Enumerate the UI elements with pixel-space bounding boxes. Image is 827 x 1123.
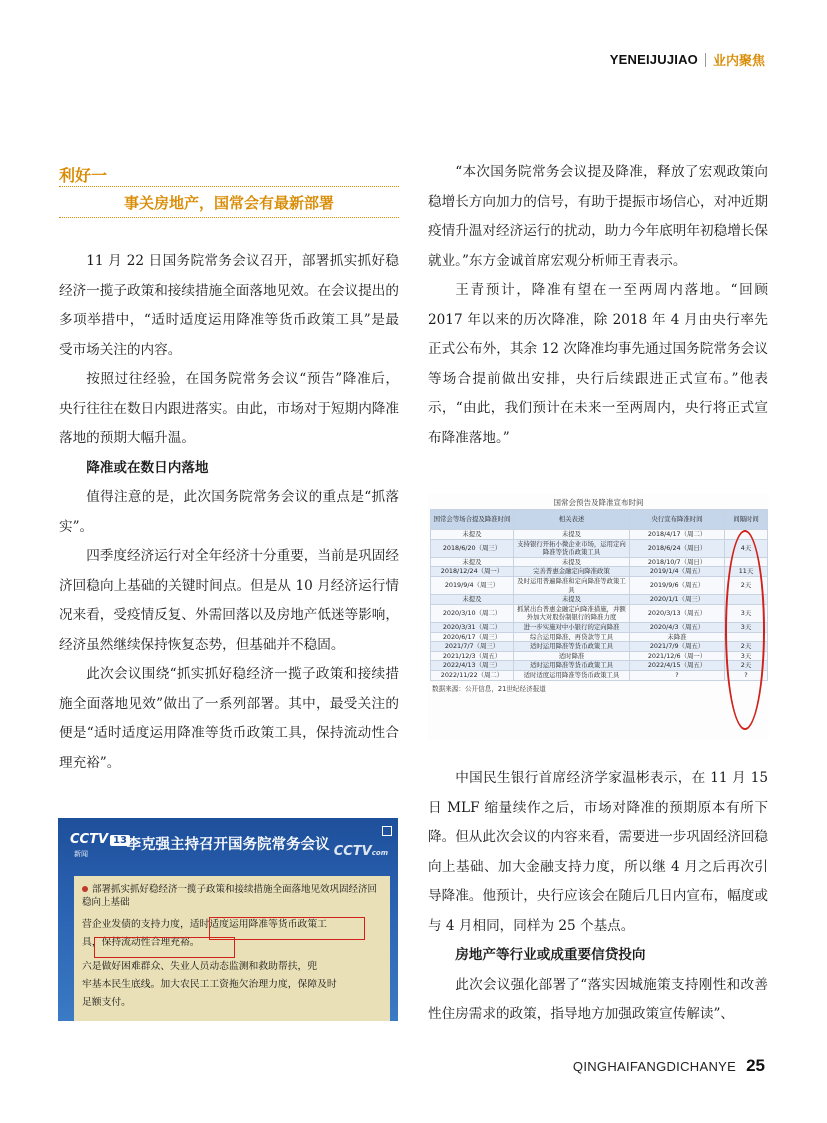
- table-cell: 适时运用降准等货币政策工具: [514, 642, 630, 652]
- table-cell: 综合运用降准、再贷款等工具: [514, 632, 630, 642]
- section-title: 事关房地产，国常会有最新部署: [123, 194, 334, 212]
- footer-magazine-name: QINGHAIFANGDICHANYE: [572, 1059, 737, 1074]
- table-cell: 2022/4/15（周五）: [630, 661, 725, 671]
- table-row: [431, 595, 768, 605]
- subheading: 房地产等行业或成重要信贷投向: [455, 947, 646, 963]
- table-cell: 11天: [725, 567, 768, 577]
- tv-headline: 李克强主持召开国务院常务会议: [126, 837, 330, 853]
- table-cell: 未提及: [431, 557, 514, 567]
- header-divider: [705, 53, 706, 67]
- rrr-cut-table-figure: [428, 494, 769, 740]
- paragraph: 按照过往经验，在国务院常务会议“预告”降准后，央行往往在数日内跟进落实。由此，市场对于短期内降准落地的预期大幅升温。: [59, 371, 399, 446]
- table-cell: 2018/4/17（周二）: [630, 530, 725, 540]
- paragraph: 中国民生银行首席经济学家温彬表示，在 11 月 15 日 MLF 缩量续作之后，市场对降准的预期原本有所下降。但从此次会议的内容来看，需要进一步巩固经济回稳向上基础、加大金融支持力度，所以继 4 月之后再次引导降准。他预计，央行应该会在随后几日内宣布，幅度或与 4 月相同，同样为 25 个基点。: [428, 770, 768, 934]
- table-cell: 2天: [725, 576, 768, 594]
- table-cell: 3天: [725, 604, 768, 622]
- table-title: 国常会预告及降准宣布时间: [553, 498, 644, 507]
- table-cell: 2021/7/9（周五）: [630, 642, 725, 652]
- table-cell: 2019/9/4（周三）: [431, 576, 514, 594]
- table-cell: 2021/12/6（周一）: [630, 651, 725, 661]
- tv-line: 具，保持流动性合理充裕。: [82, 937, 200, 948]
- table-row: [431, 661, 768, 671]
- tv-bullet: 部署抓实抓好稳经济一揽子政策和接续措施全面落地见效巩固经济回稳向上基础: [82, 884, 378, 908]
- table-row: [431, 557, 768, 567]
- table-cell: 适时降准: [514, 651, 630, 661]
- table-header-cell: 相关表述: [514, 510, 630, 530]
- table-cell: 未提及: [431, 595, 514, 605]
- table-cell: 2020/6/17（周三）: [431, 632, 514, 642]
- table-row: [431, 670, 768, 680]
- table-cell: 未提及: [514, 530, 630, 540]
- table-cell: 未降准: [630, 632, 725, 642]
- table-row: [431, 632, 768, 642]
- table-cell: 适时运用降准等货币政策工具: [514, 661, 630, 671]
- section-tag: 利好一: [59, 166, 108, 185]
- rrr-cut-table: [430, 509, 768, 681]
- table-cell: 进一步实施对中小银行的定向降准: [514, 622, 630, 632]
- table-row: [431, 642, 768, 652]
- cctv-watermark: CCTVcom: [333, 844, 388, 859]
- table-cell: 支持银行开拓小微企业市场，运用定向降准等货币政策工具: [514, 539, 630, 557]
- table-cell: 2018/6/20（周三）: [431, 539, 514, 557]
- paragraph: 四季度经济运行对全年经济十分重要，当前是巩固经济回稳向上基础的关键时间点。但是从 10 月经济运行情况来看，受疫情反复、外需回落以及房地产低迷等影响，经济虽然继续保持恢复态势，但基础并不稳固。: [59, 548, 399, 653]
- table-row: [431, 651, 768, 661]
- table-cell: 2020/3/31（周二）: [431, 622, 514, 632]
- tv-line: 六是做好困难群众、失业人员动态监测和救助帮扶，兜: [82, 961, 318, 972]
- header-column-cn: 业内聚焦: [712, 53, 765, 68]
- section-rule-top: [59, 186, 399, 187]
- table-cell: [725, 557, 768, 567]
- table-cell: 未提及: [514, 595, 630, 605]
- table-cell: 2020/4/3（周五）: [630, 622, 725, 632]
- table-cell: 2天: [725, 661, 768, 671]
- table-row: [431, 539, 768, 557]
- section-rule-bottom: [59, 217, 399, 218]
- right-column-top: [428, 158, 768, 453]
- table-cell: 未提及: [431, 530, 514, 540]
- table-cell: 适时适度运用降准等货币政策工具: [514, 670, 630, 680]
- subheading: 降准或在数日内落地: [86, 459, 209, 476]
- bullet-icon: [82, 886, 88, 892]
- table-cell: 2021/12/3（周五）: [431, 651, 514, 661]
- table-row: [431, 576, 768, 594]
- table-cell: [725, 632, 768, 642]
- table-header-cell: 央行宣布降准时间: [630, 510, 725, 530]
- table-row: [431, 530, 768, 540]
- table-cell: 2020/1/1（周三）: [630, 595, 725, 605]
- table-cell: 2018/10/7（周日）: [630, 557, 725, 567]
- paragraph: 11 月 22 日国务院常务会议召开，部署抓实抓好稳经济一揽子政策和接续措施全面落地见效。在会议提出的多项举措中，“适时适度运用降准等货币政策工具”是最受市场关注的内容。: [59, 253, 399, 358]
- table-header-cell: 国常会等场合提及降准时间: [431, 510, 514, 530]
- table-cell: 4天: [725, 539, 768, 557]
- paragraph: 此次会议围绕“抓实抓好稳经济一揽子政策和接续措施全面落地见效”做出了一系列部署。其中，最受关注的便是“适时适度运用降准等货币政策工具，保持流动性合理充裕”。: [59, 666, 399, 771]
- paragraph: 值得注意的是，此次国务院常务会议的重点是“抓落实”。: [59, 489, 399, 535]
- table-row: [431, 604, 768, 622]
- table-cell: 完善普惠金融定向降准政策: [514, 567, 630, 577]
- table-cell: 2020/3/13（周五）: [630, 604, 725, 622]
- table-row: [431, 622, 768, 632]
- page-footer: [573, 1056, 765, 1076]
- table-cell: [725, 595, 768, 605]
- tv-line: 营企业发债的支持力度，适时适度运用降准等货币政策工: [82, 919, 327, 930]
- table-cell: 2019/9/6（周五）: [630, 576, 725, 594]
- cctv13-logo: CCTV 13 新闻: [70, 832, 130, 859]
- paragraph: 王青预计，降准有望在一至两周内落地。“回顾 2017 年以来的历次降准，除 2018 年 4 月由央行率先正式公布外，其余 12 次降准均事先通过国务院常务会议等场合提前做出安排，央行后续跟进正式宣布。”他表示，“由此，我们预计在未来一至两周内，央行将正式宣布降准落地。”: [428, 282, 768, 446]
- table-cell: [725, 530, 768, 540]
- table-cell: 3天: [725, 622, 768, 632]
- table-cell: 3天: [725, 651, 768, 661]
- table-cell: 2018/12/24（周一）: [431, 567, 514, 577]
- table-cell: 2022/11/22（周二）: [431, 670, 514, 680]
- table-cell: 2天: [725, 642, 768, 652]
- table-cell: ?: [630, 670, 725, 680]
- table-row: [431, 567, 768, 577]
- left-column: [59, 247, 399, 778]
- table-cell: 抓紧出台普惠金融定向降准措施，并额外加大对股份制银行的降准力度: [514, 604, 630, 622]
- right-column-bottom: [428, 764, 768, 1030]
- table-source: 数据来源：公开信息，21世纪经济报道: [432, 684, 546, 693]
- table-header-cell: 间隔时间: [725, 510, 768, 530]
- table-cell: 2019/1/4（周五）: [630, 567, 725, 577]
- table-cell: 2020/3/10（周二）: [431, 604, 514, 622]
- cctv-news-screenshot: [58, 818, 398, 1021]
- table-cell: 未提及: [514, 557, 630, 567]
- table-cell: 2022/4/13（周三）: [431, 661, 514, 671]
- page-header: [610, 50, 765, 69]
- tv-corner-icon: [382, 826, 392, 836]
- header-column-en: YENEIJUJIAO: [609, 52, 698, 67]
- tv-line: 牢基本民生底线。加大农民工工资拖欠治理力度，保障及时: [82, 979, 337, 990]
- page-number: 25: [746, 1056, 765, 1075]
- highlight-box: [94, 937, 235, 958]
- table-cell: 及时运用普遍降准和定向降准等政策工具: [514, 576, 630, 594]
- table-cell: 2018/6/24（周日）: [630, 539, 725, 557]
- table-cell: ?: [725, 670, 768, 680]
- tv-line: 足额支付。: [82, 997, 131, 1008]
- paragraph: 此次会议强化部署了“落实因城施策支持刚性和改善性住房需求的政策，指导地方加强政策宣传解读”、: [428, 976, 768, 1022]
- table-cell: 2021/7/7（周三）: [431, 642, 514, 652]
- paragraph: “本次国务院常务会议提及降准，释放了宏观政策向稳增长方向加力的信号，有助于提振市场信心，对冲近期疫情升温对经济运行的扰动，助力今年底明年初稳增长保就业。”东方金诚首席宏观分析师王青表示。: [428, 164, 768, 269]
